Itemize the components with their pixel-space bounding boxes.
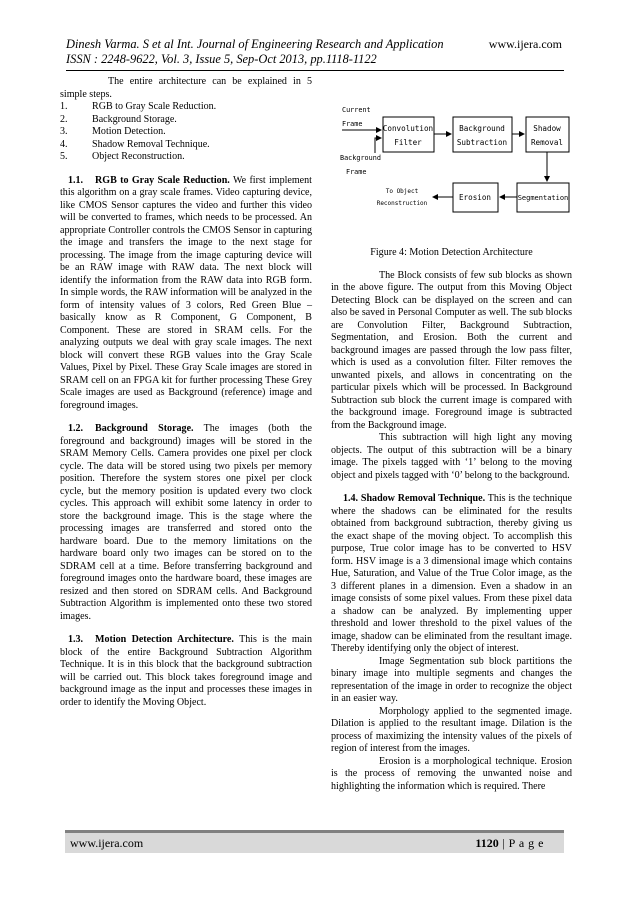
- background-input-arrow: [375, 138, 381, 153]
- left-column: [60, 76, 312, 709]
- journal-citation: Dinesh Varma. S et al Int. Journal of Engineering Research and Application: [66, 37, 444, 51]
- section-1-3: [60, 634, 312, 709]
- section-title: Background Storage.: [95, 423, 194, 434]
- section-number: 1.3.: [68, 634, 84, 645]
- section-title: Motion Detection Architecture.: [95, 634, 234, 645]
- page-footer: [65, 830, 564, 853]
- section-number: 1.1.: [68, 174, 84, 186]
- to-object-label: To Object: [385, 188, 419, 195]
- list-item: 4. Shadow Removal Technique.: [60, 138, 210, 150]
- section-title: RGB to Gray Scale Reduction.: [95, 174, 230, 186]
- section-body: The images (both the foreground and background) images will be stored in the SRAM Memory Cells. Camera provides one pixel per clock cycle. The data will be stored using two pixels per memory position. Therefore the system stores one pixel per clock cycle, but the memory position is updated every two clock cycles. This approach will exhibit some latency in order to store the background image. This is the stage where the processing images are transferred and stored onto the hardware board. Due to the memory limitations on the hardware board only two images can be stored on to the SDRAM cell at a time. Before transferring background and foreground images onto the hardware board, these images are resized and then stored on SDRAM cells. And Background Subtraction Algorithm is implemented onto these two stored images.: [60, 423, 312, 622]
- removal-label: Removal: [530, 138, 564, 147]
- subtraction-label: Subtraction: [456, 138, 508, 147]
- current-frame-label-2: Frame: [342, 120, 363, 128]
- figure-caption: Figure 4: Motion Detection Architecture: [370, 247, 533, 258]
- section-body: This is the technique where the shadows can be eliminated for the results obtained from background subtraction, thereby giving us the exact shape of the moving object. To accomplish this purpose, True color image has to be converted to HSV form. HSV image is a 3 dimensional image which contains Hue, Saturation, and Value of the True Color image, as the 3 different planes in a dimension. Even a shadow in an image consists of some pixel values. From these pixel data a shadow can be analyzed. By implementing upper threshold and lower threshold to the pixel values of the image, shadow can be eliminated from the resultant image. Thereby identifying only the object of interest.: [331, 493, 572, 654]
- current-frame-label: Current: [342, 106, 371, 114]
- motion-detection-diagram: [331, 86, 572, 224]
- reconstruction-label: Reconstruction: [376, 200, 428, 207]
- header-site[interactable]: www.ijera.com: [488, 37, 562, 51]
- background-frame-label-2: Frame: [346, 168, 367, 176]
- page-number: 1120 | P a g e: [475, 836, 544, 850]
- steps-list: [60, 101, 312, 164]
- list-item: 3. Motion Detection.: [60, 126, 166, 137]
- list-item: 5. Object Reconstruction.: [60, 151, 185, 162]
- body-paragraph: Erosion is a morphological technique. Erosion is the process of removing the unwanted noise and highlighting the information which is required. There: [331, 755, 572, 792]
- body-paragraph: Image Segmentation sub block partitions the binary image into multiple segments and changes the representation of the image in order to recognize the object in an easier way.: [331, 655, 572, 704]
- issn-line: ISSN : 2248-9622, Vol. 3, Issue 5, Sep-Oct 2013, pp.1118-1122: [66, 52, 377, 66]
- section-number: 1.2.: [68, 423, 84, 434]
- convolution-label: Convolution: [382, 124, 434, 133]
- section-number: 1.4.: [343, 493, 359, 504]
- intro-paragraph: The entire architecture can be explained in 5 simple steps.: [60, 76, 312, 100]
- section-1-1: [60, 175, 312, 413]
- filter-label: Filter: [394, 138, 422, 147]
- erosion-label: Erosion: [458, 193, 492, 202]
- running-header: [66, 37, 562, 67]
- list-item: 2. Background Storage.: [60, 113, 177, 125]
- header-divider: [66, 70, 564, 71]
- list-item: 1. RGB to Gray Scale Reduction.: [60, 101, 217, 112]
- section-1-4: [331, 493, 572, 656]
- figure-4: [331, 86, 572, 224]
- section-1-2: [60, 423, 312, 623]
- shadow-label: Shadow: [533, 124, 561, 133]
- section-title: Shadow Removal Technique.: [360, 493, 486, 504]
- body-paragraph: The Block consists of few sub blocks as shown in the above figure. The output from this Moving Object Detecting Block can be displayed on the screen and can also be saved in Personal Computer as well. The sub blocks are Convolution Filter, Background Subtraction, Segmentation, and Erosion. Both the current and background images are passed through the low pass filter, which is used as a convolution filter. Filter removes the unwanted pixels, and allows in concentrating on the particular pixels which will be processed. In Background Subtraction sub block the current image is compared with the background image. Foreground image is subtracted from the Background image.: [331, 269, 572, 431]
- background-label: Background: [459, 124, 505, 133]
- body-paragraph: Morphology applied to the segmented image. Dilation is applied to the resultant image. Dilation is the process of maximizing the intensity values of the pixels of region of interest from the images.: [331, 705, 572, 754]
- section-body: This is the main block of the entire Background Subtraction Algorithm Technique. It is in this block that the background subtraction will be carried out. This block takes foreground image and background image as the input and processes these images in order to identify the Moving Object.: [60, 634, 312, 708]
- right-column: [331, 76, 572, 793]
- body-paragraph: This subtraction will high light any moving objects. The output of this subtraction will be a binary image. The pixels tagged with ‘1’ belong to the moving object and pixels tagged with ‘0’ belong to the background.: [331, 432, 572, 481]
- segmentation-label: Segmentation: [517, 194, 569, 202]
- footer-site-link[interactable]: www.ijera.com: [70, 836, 144, 850]
- background-frame-label: Background: [340, 154, 381, 162]
- section-body: We first implement this algorithm on a gray scale frames. Video capturing device, like CMOS Sensor captures the video and further this video will be converted to frames, which needs to be processed. An appropriate Controller controls the CMOS Sensor in capturing the image and transfers the image to the next stage for processing. The image from the image capturing device will be an RAW image with RAW data. The next block will identify the information from the RAW data into RGB form. In simple words, the RAW information will be analyzed in the form of intensity values of 3 colors, Red Green Blue – basically know as R Component, G Component, B Component. These are stored in SRAM cells. For the analyzing outputs we deal with gray scale images. The next block will convert these RGB values into the Gray Scale Values, Pixel by Pixel. These Gray Scale images are stored in SRAM cell on an FPGA kit for further processing These Grey Scale images are used as Background (reference) image and foreground images.: [60, 174, 312, 411]
